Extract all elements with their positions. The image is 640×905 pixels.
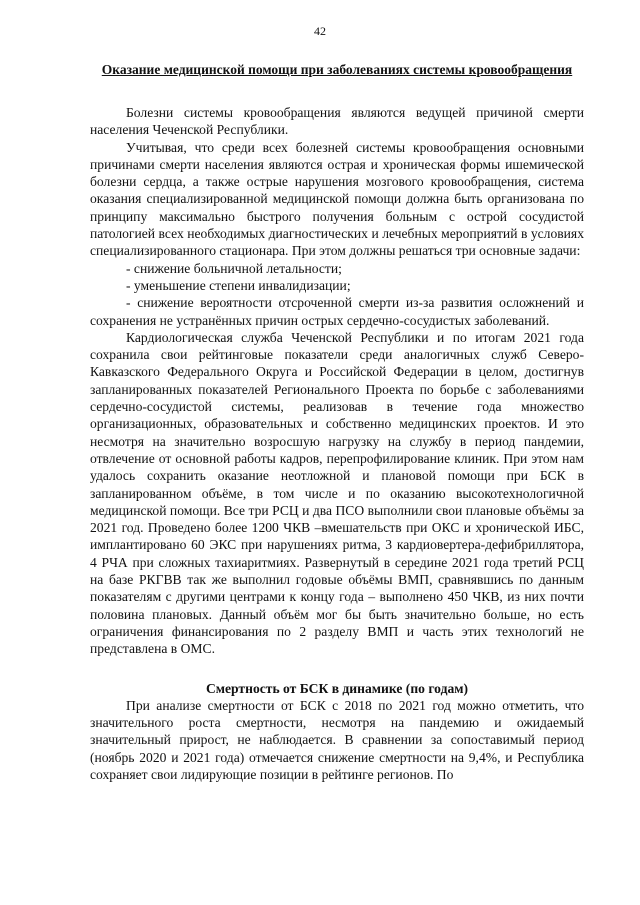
paragraph: Учитывая, что среди всех болезней системы кровообращения основными причинами смерти населения являются острая и хроническая формы ишемической болезни сердца, а также острые нарушения мозгового кровообращения, система оказания специализированной медицинской помощи должна быть организована по принципу максимально быстрого получения больным с острой сосудистой патологией всех необходимых диагностических и лечебных мероприятий в условиях специализированного стационара. При этом должны решаться три основные задачи: <box>90 139 584 259</box>
list-item: - снижение вероятности отсроченной смерти из-за развития осложнений и сохранения не устранённых причин острых сердечно-сосудистых заболеваний. <box>90 295 584 328</box>
paragraph: Болезни системы кровообращения являются ведущей причиной смерти населения Чеченской Республики. <box>90 105 584 138</box>
list-item: - снижение больничной летальности; <box>126 260 342 276</box>
paragraph: При анализе смертности от БСК с 2018 по 2021 год можно отметить, что значительного роста смертности, несмотря на пандемию и ожидаемый значительный прирост, не наблюдается. В сравнении за сопоставимый период (ноябрь 2020 и 2021 года) отмечается снижение смертности на 9,4%, и Республика сохраняет свои лидирующие позиции в рейтинге регионов. По <box>90 697 584 782</box>
paragraph: Кардиологическая служба Чеченской Республики и по итогам 2021 года сохранила свои рейтинговые показатели среди аналогичных служб Северо-Кавказского Федерального Округа и Российской Федерации в целом, достигнув запланированных показателей Регионального Проекта по борьбе с заболеваниями сердечно-сосудистой системы, реализовав в течение года множество организационных, образовательных и собственно медицинских проектов. И это несмотря на значительно возросшую нагрузку на службу в период пандемии, отвлечение от основной работы кадров, перепрофилирование клиник. При этом нам удалось сохранить оказание неотложной и плановой помощи при БСК в запланированном объёме, в том числе и по оказанию высокотехнологичной медицинской помощи. Все три РСЦ и два ПСО выполнили свои плановые объёмы за 2021 год. Проведено более 1200 ЧКВ –вмешательств при ОКС и хронической ИБС, имплантировано 60 ЭКС при нарушениях ритма, 3 кардиовертера-дефибриллятора, 4 РЧА при сложных тахиаритмиях. Развернутый в середине 2021 года третий РСЦ на базе РКГВВ так же выполнил годовые объёмы ВМП, сравнявшись по данным показателям с другими центрами к концу года – выполнено 450 ЧКВ, из них почти половина плановых. Данный объём мог бы быть значительно больше, но есть ограничения финансирования по 2 разделу ВМП и часть этих технологий не представлена в ОМС. <box>90 329 584 657</box>
document-body <box>90 104 584 783</box>
spacer <box>90 658 584 666</box>
list-item: - уменьшение степени инвалидизации; <box>126 277 351 293</box>
section-title: Оказание медицинской помощи при заболеваниях системы кровообращения <box>101 62 573 77</box>
page-number: 42 <box>314 24 326 38</box>
section-heading: Смертность от БСК в динамике (по годам) <box>205 680 469 696</box>
